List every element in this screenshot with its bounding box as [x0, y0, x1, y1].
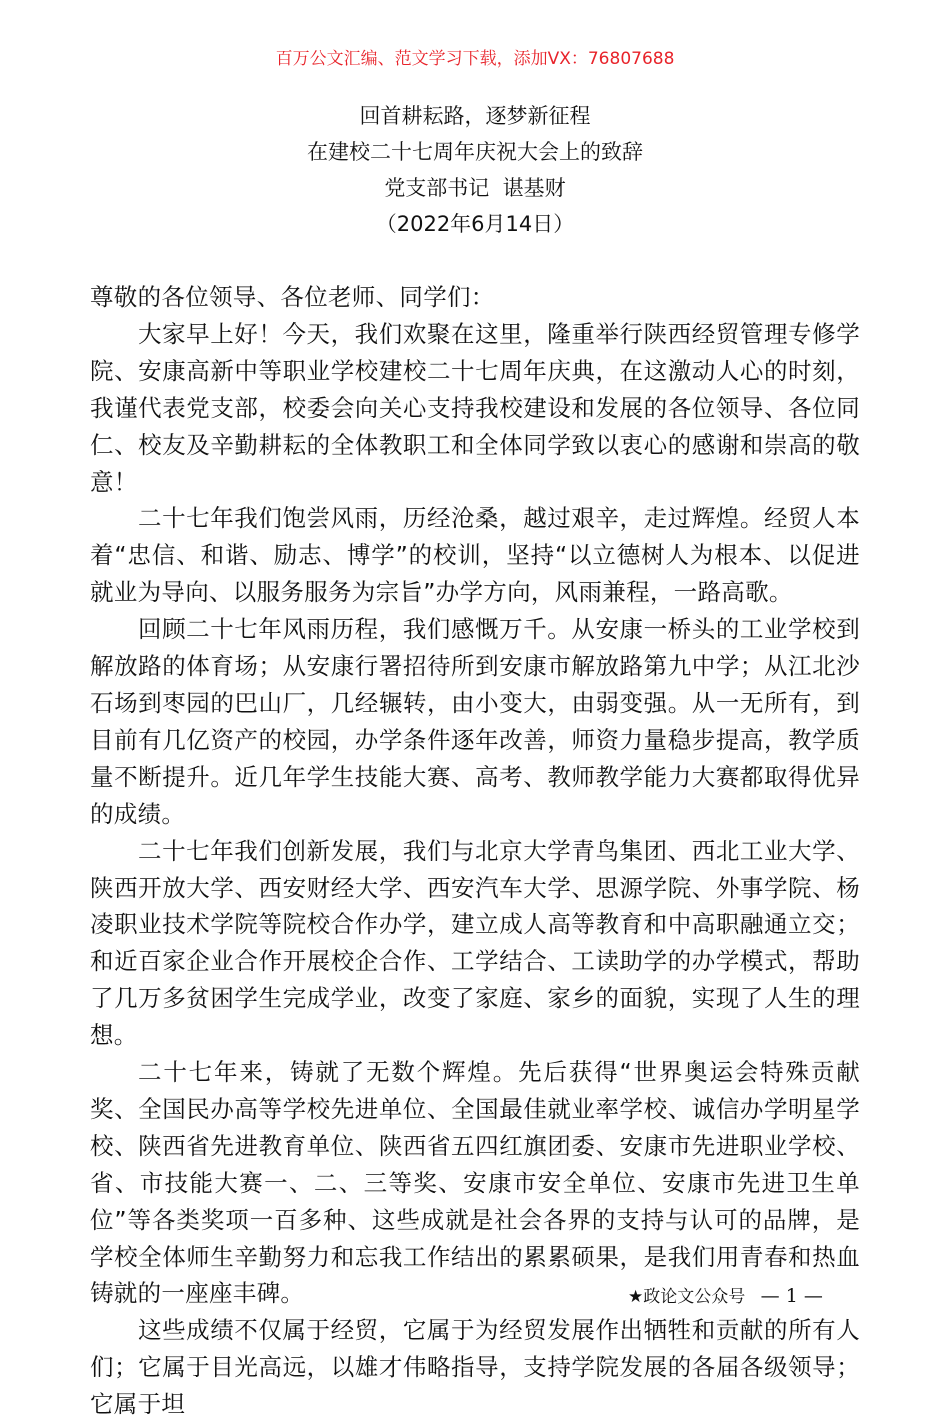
paragraph-history: 回顾二十七年风雨历程，我们感慨万千。从安康一桥头的工业学校到解放路的体育场；从安康行署招待所到安康市解放路第九中学；从江北沙石场到枣园的巴山厂，几经辗转，由小变大，由弱变强。从一无所有，到目前有几亿资产的校园，办学条件逐年改善，师资力量稳步提高，教学质量不断提升。近几年学生技能大赛、高考、教师教学能力大赛都取得优异的成绩。	[90, 615, 860, 828]
paragraph-greeting: 大家早上好！今天，我们欢聚在这里，隆重举行陕西经贸管理专修学院、安康高新中等职业学校建校二十七周年庆典，在这激动人心的时刻，我谨代表党支部，校委会向关心支持我校建设和发展的各位领导、各位同仁、校友及辛勤耕耘的全体教职工和全体同学致以衷心的感谢和崇高的敬意！	[90, 319, 860, 496]
document-date: （2022年6月14日）	[375, 212, 575, 236]
footer-source: ★政论文公众号	[628, 1287, 746, 1307]
paragraph-awards: 二十七年来，铸就了无数个辉煌。先后获得“世界奥运会特殊贡献奖、全国民办高等学校先进单位、全国最佳就业率学校、诚信办学明星学校、陕西省先进教育单位、陕西省五四红旗团委、安康市先进职业学校、省、市技能大赛一、二、三等奖、安康市安全单位、安康市先进卫生单位”等各类奖项一百多种、这些成就是社会各界的支持与认可的品牌，是学校全体师生辛勤努力和忘我工作结出的累累硕果，是我们用青春和热血铸就的一座座丰碑。	[90, 1058, 860, 1308]
document-header	[0, 98, 950, 242]
paragraph-cooperation: 二十七年我们创新发展，我们与北京大学青鸟集团、西北工业大学、陕西开放大学、西安财经大学、西安汽车大学、思源学院、外事学院、杨凌职业技术学院等院校合作办学，建立成人高等教育和中高职融通立交；和近百家企业合作开展校企合作、工学结合、工读助学的办学模式，帮助了几万多贫困学生完成学业，改变了家庭、家乡的面貌，实现了人生的理想。	[90, 836, 860, 1050]
document-body	[90, 279, 860, 1423]
document-subtitle: 在建校二十七周年庆祝大会上的致辞	[307, 140, 643, 164]
document-author: 党支部书记 谌基财	[384, 176, 566, 200]
paragraph-acknowledgement: 这些成绩不仅属于经贸，它属于为经贸发展作出牺牲和贡献的所有人们；它属于目光高远，以雄才伟略指导，支持学院发展的各届各级领导；它属于坦	[90, 1316, 860, 1419]
paragraph-motto: 二十七年我们饱尝风雨，历经沧桑，越过艰辛，走过辉煌。经贸人本着“忠信、和谐、励志、博学”的校训，坚持“以立德树人为根本、以促进就业为导向、以服务服务为宗旨”办学方向，风雨兼程，一路高歌。	[90, 504, 860, 607]
page-footer	[628, 1283, 823, 1310]
document-title: 回首耕耘路，逐梦新征程	[359, 104, 591, 128]
page-number: — 1 —	[760, 1285, 823, 1307]
salutation: 尊敬的各位领导、各位老师、同学们：	[90, 283, 495, 311]
watermark-banner: 百万公文汇编、范文学习下载，添加VX：76807688	[275, 49, 675, 69]
